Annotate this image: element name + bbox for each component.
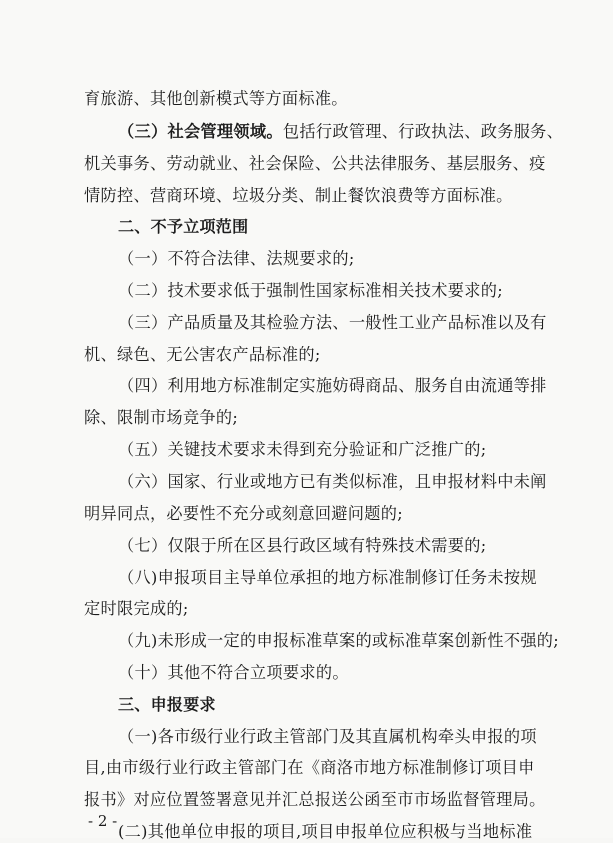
list-item: （二）技术要求低于强制性国家标准相关技术要求的; — [118, 281, 503, 300]
paragraph-line — [118, 121, 578, 143]
section-heading: 二、不予立项范围 — [118, 217, 249, 236]
list-item-continuation: 除、限制市场竞争的; — [84, 408, 239, 427]
list-item: （一）不符合法律、法规要求的; — [118, 249, 355, 268]
paragraph-line: 育旅游、其他创新模式等方面标准。 — [84, 89, 348, 108]
paragraph-text: 包括行政管理、行政执法、政务服务、 — [282, 122, 564, 141]
list-item: （六）国家、行业或地方已有类似标准，且申报材料中未阐 — [118, 472, 547, 491]
list-item: （七）仅限于所在区县行政区域有特殊技术需要的; — [118, 536, 487, 555]
section-lead: （三）社会管理领域。 — [118, 122, 283, 141]
list-item: （八)申报项目主导单位承担的地方标准制修订任务未按规 — [118, 568, 537, 587]
list-item-continuation: 目,由市级行业行政主管部门在《商洛市地方标准制修订项目申 — [84, 758, 535, 777]
list-item: (二)其他单位申报的项目,项目申报单位应积极与当地标准 — [118, 822, 533, 841]
list-item-continuation: 明异同点，必要性不充分或刻意回避问题的; — [84, 504, 404, 523]
list-item-continuation: 报书》对应位置签署意见并汇总报送公函至市市场监督管理局。 — [84, 790, 546, 809]
list-item: （四）利用地方标准制定实施妨碍商品、服务自由流通等排 — [118, 376, 547, 395]
list-item-continuation: 机、绿色、无公害农产品标准的; — [84, 345, 321, 364]
paragraph-line: 情防控、营商环境、垃圾分类、制止餐饮浪费等方面标准。 — [84, 186, 513, 205]
paragraph-line: 机关事务、劳动就业、社会保险、公共法律服务、基层服务、疫 — [84, 154, 546, 173]
page-number: - 2 - — [88, 812, 118, 830]
list-item: （三）产品质量及其检验方法、一般性工业产品标准以及有 — [118, 313, 547, 332]
section-heading: 三、申报要求 — [118, 695, 216, 714]
list-item: （一)各市级行业行政主管部门及其直属机构牵头申报的项 — [118, 727, 537, 746]
list-item-continuation: 定时限完成的; — [84, 599, 189, 618]
list-item: （九)未形成一定的申报标准草案的或标准草案创新性不强的; — [118, 631, 560, 650]
list-item: （十）其他不符合立项要求的。 — [118, 663, 349, 682]
list-item: （五）关键技术要求未得到充分验证和广泛推广的; — [118, 440, 487, 459]
